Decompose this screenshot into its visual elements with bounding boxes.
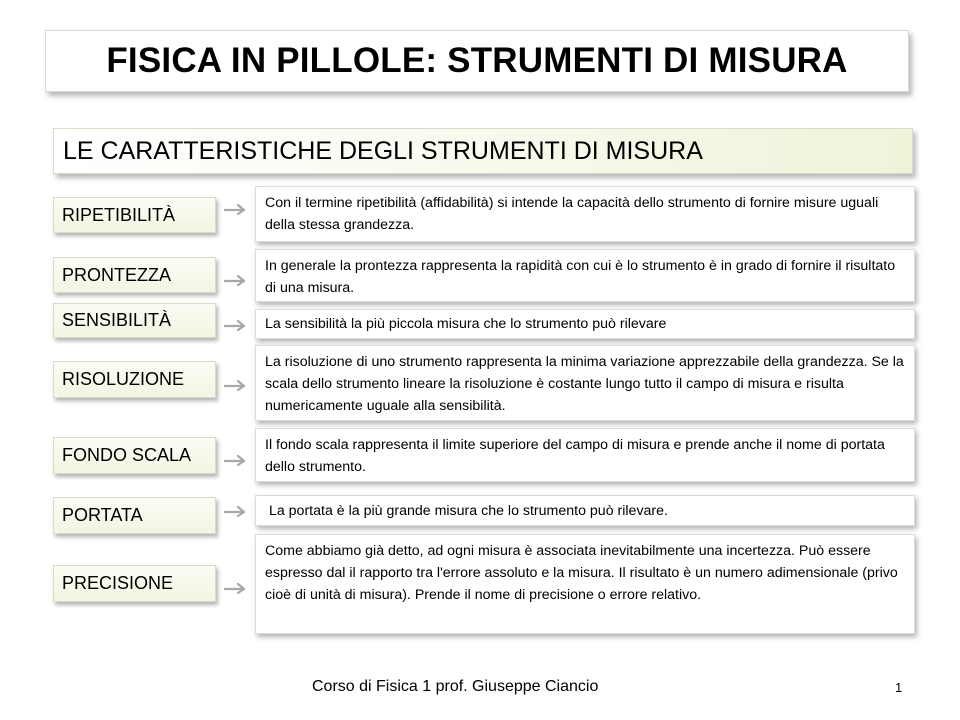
footer-text: Corso di Fisica 1 prof. Giuseppe Ciancio xyxy=(312,678,599,695)
slide-title xyxy=(45,30,909,92)
slide-subtitle-text: LE CARATTERISTICHE DEGLI STRUMENTI DI MISURA xyxy=(63,136,703,165)
description-precisione xyxy=(255,534,915,634)
label-precisione xyxy=(53,565,216,602)
arrow-right-icon xyxy=(224,201,250,215)
description-text: Il fondo scala rappresenta il limite superiore del campo di misura e prende anche il nome di portata dello strumento. xyxy=(265,437,885,475)
arrow-right-icon xyxy=(224,452,250,466)
label-text: RISOLUZIONE xyxy=(62,369,185,389)
label-text: FONDO SCALA xyxy=(62,445,192,465)
label-sensibilita xyxy=(53,303,216,338)
arrow-right-icon xyxy=(224,503,250,517)
label-ripetibilita xyxy=(53,197,216,233)
label-text: PORTATA xyxy=(62,505,143,525)
description-fondo-scala xyxy=(255,428,915,482)
description-text: La risoluzione di uno strumento rappresenta la minima variazione apprezzabile della grandezza. Se la scala dello strumento lineare la risoluzione è costante lungo tutto il campo di misura e risulta numericamente uguale alla sensibilità. xyxy=(265,354,904,414)
arrow-right-icon xyxy=(224,272,250,286)
arrow-right-icon xyxy=(224,317,250,331)
description-text: In generale la prontezza rappresenta la rapidità con cui è lo strumento è in grado di fornire il risultato di una misura. xyxy=(265,258,896,296)
page-number: 1 xyxy=(895,680,903,695)
description-risoluzione xyxy=(255,345,915,421)
description-text: Con il termine ripetibilità (affidabilità) si intende la capacità dello strumento di fornire misure uguali della stessa grandezza. xyxy=(265,195,879,233)
label-text: PRECISIONE xyxy=(62,573,174,593)
description-ripetibilita xyxy=(255,186,915,242)
arrow-right-icon xyxy=(224,580,250,594)
label-prontezza xyxy=(53,257,216,293)
label-fondo-scala xyxy=(53,437,216,474)
label-portata xyxy=(53,497,216,534)
slide-title-text: FISICA IN PILLOLE: STRUMENTI DI MISURA xyxy=(106,41,848,80)
description-prontezza xyxy=(255,249,915,302)
label-risoluzione xyxy=(53,361,216,398)
slide-subtitle xyxy=(53,128,913,174)
description-text: Come abbiamo già detto, ad ogni misura è associata inevitabilmente una incertezza. Può essere espresso dal il rapporto tra l'errore assoluto e la misura. Il risultato è un numero adimensionale (privo cioè di unità di misura). Prende il nome di precisione o errore relativo. xyxy=(265,543,898,603)
arrow-right-icon xyxy=(224,377,250,391)
description-text: La sensibilità la più piccola misura che lo strumento può rilevare xyxy=(265,316,667,332)
label-text: SENSIBILITÀ xyxy=(62,310,172,330)
description-text: La portata è la più grande misura che lo strumento può rilevare. xyxy=(265,503,668,519)
description-portata xyxy=(255,495,915,526)
label-text: RIPETIBILITÀ xyxy=(62,204,176,225)
label-text: PRONTEZZA xyxy=(62,264,172,285)
description-sensibilita xyxy=(255,309,915,339)
